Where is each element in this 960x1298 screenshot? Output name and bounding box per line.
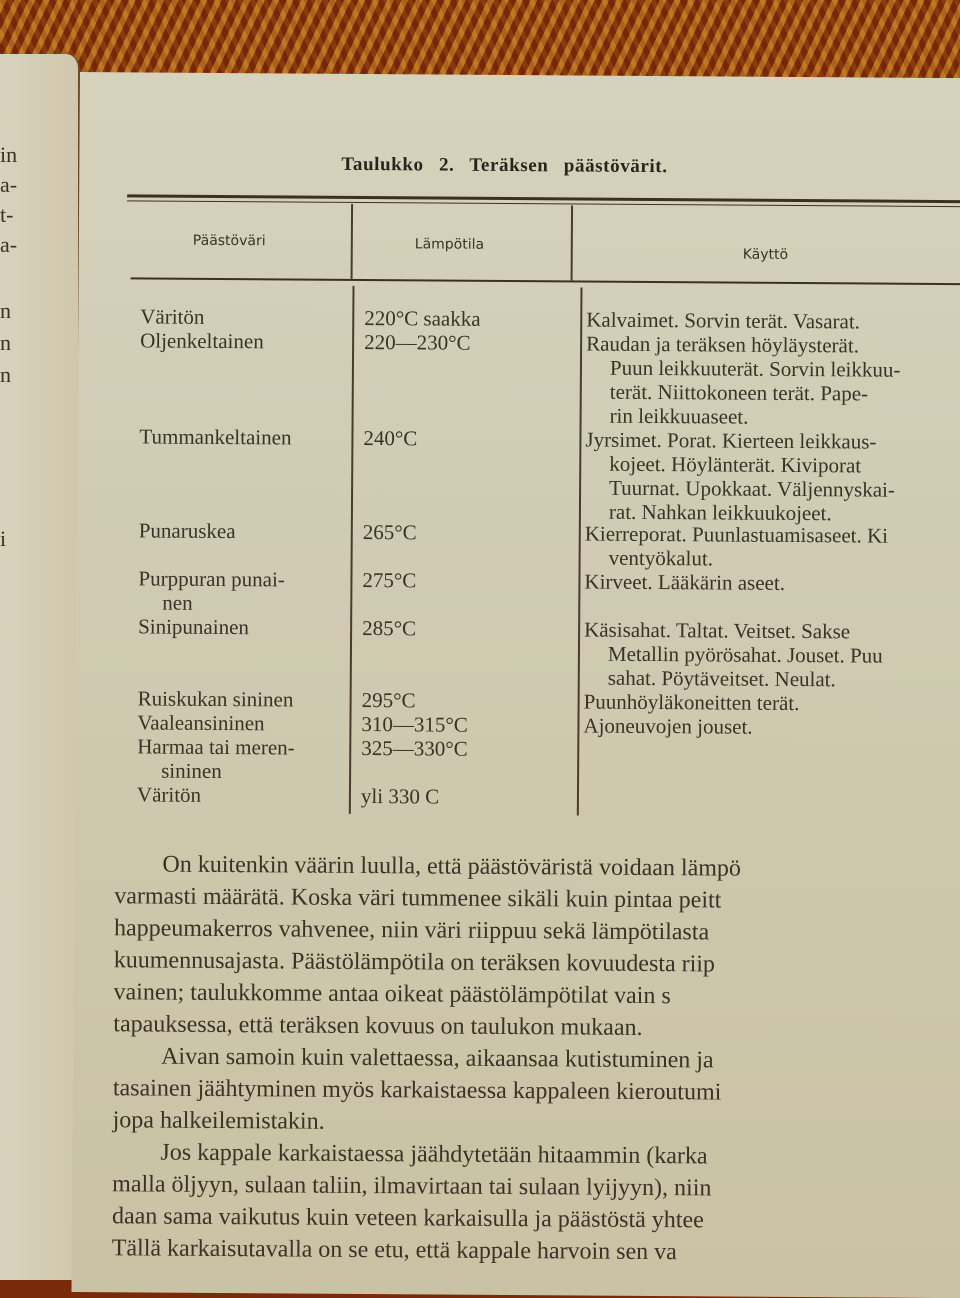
- table-caption: Taulukko 2. Teräksen päästövärit.: [341, 153, 668, 178]
- color-cell: Väritön: [136, 782, 202, 807]
- temp-cell: 220°C saakka: [364, 305, 481, 331]
- color-cell: Sinipunainen: [138, 614, 250, 640]
- left-page-fragment: n: [0, 362, 11, 387]
- temp-cell: yli 330 C: [360, 783, 440, 809]
- use-cell: Ajoneuvojen jouset.: [583, 713, 753, 739]
- column-divider: [349, 286, 354, 814]
- column-divider: [577, 287, 582, 815]
- temp-cell: 325—330°C: [361, 735, 468, 761]
- paragraph-3: Jos kappale karkaistaessa jäähdytetään hitaammin (karka malla öljyyn, sulaan taliin, ilmavirtaan tai sulaan lyijyyn), niin daan sama vaikutus kuin veteen karkaisulla ja päästöstä yhtee Tällä karkaisutavalla on se etu, että kappale harvoin sen va: [111, 1139, 712, 1266]
- use-cell: Raudan ja teräksen höyläysterät. Puun leikkuuterät. Sorvin leikkuu- terät. Niittokoneen terät. Pape- rin leikkuuaseet.: [586, 331, 901, 429]
- color-cell: Ruiskukan sininen: [137, 686, 294, 712]
- header-divider: [351, 204, 353, 279]
- temp-cell: 310—315°C: [361, 711, 468, 737]
- temp-cell: 240°C: [363, 425, 418, 451]
- left-page-fragment: n: [0, 330, 11, 355]
- left-page-fragment: a-: [0, 232, 18, 257]
- header-paastovari: Päästöväri: [192, 232, 266, 250]
- book-page: [71, 72, 960, 1298]
- use-cell: Jyrsimet. Porat. Kierteen leikkaus- kojeet. Höylänterät. Kiviporat Tuurnat. Upokkaat. Väljennyskai- rat. Nahkan leikkuukojeet.: [585, 427, 895, 526]
- color-cell: Vaaleansininen: [137, 710, 265, 736]
- color-cell: Tummankeltainen: [139, 424, 292, 450]
- left-page-fragment: in: [0, 142, 18, 167]
- use-cell: Puunhöyläkoneitten terät.: [583, 689, 800, 716]
- header-kaytto: Käyttö: [742, 246, 789, 263]
- header-rule: [131, 277, 960, 285]
- temp-cell: 295°C: [361, 687, 416, 713]
- use-cell: Kalvaimet. Sorvin terät. Vasarat.: [586, 307, 861, 334]
- left-page-fragment: n: [0, 298, 11, 323]
- temp-cell: 285°C: [362, 615, 417, 641]
- color-cell: Väritön: [140, 304, 205, 329]
- left-page-fragment: i: [0, 526, 7, 551]
- use-cell: Käsisahat. Taltat. Veitset. Sakse Metallin pyörösahat. Jouset. Puu sahat. Pöytäveitset. Neulat.: [584, 617, 883, 692]
- header-lampotila: Lämpötila: [414, 236, 485, 253]
- color-cell: Harmaa tai meren- sininen: [137, 734, 295, 784]
- paragraph-2: Aivan samoin kuin valettaessa, aikaansaa kutistuminen ja tasainen jäähtyminen myös karkaistaessa kappaleen kieroutumi jopa halkeilemistakin.: [112, 1043, 722, 1135]
- color-cell: Oljenkeltainen: [140, 328, 264, 354]
- use-cell: Kirveet. Lääkärin aseet.: [584, 569, 786, 595]
- color-cell: Purppuran punai- nen: [138, 566, 285, 615]
- color-cell: Punaruskea: [138, 518, 236, 544]
- paragraph-1: On kuitenkin väärin luulla, että päästöväristä voidaan lämpö varmasti määrätä. Koska väri tummenee sikäli kuin pintaa peitt happeumakerros vahvenee, niin väri riippuu sekä lämpötilasta kuumennusajasta. Päästölämpötila on teräksen kovuudesta riip vainen; taulukkomme antaa oikeat päästölämpötilat vain s tapauksessa, että teräksen kovuus on taulukon mukaan.: [113, 851, 742, 1041]
- temp-cell: 265°C: [362, 519, 417, 545]
- left-page-fragment: t-: [0, 202, 14, 227]
- use-cell: Kierreporat. Puunlastuamisaseet. Ki ventyökalut.: [584, 521, 889, 571]
- left-page-edge: [0, 54, 80, 1280]
- temp-cell: 275°C: [362, 567, 417, 593]
- left-page-fragment: a-: [0, 172, 18, 197]
- temp-cell: 220—230°C: [364, 329, 471, 355]
- header-divider: [571, 205, 573, 280]
